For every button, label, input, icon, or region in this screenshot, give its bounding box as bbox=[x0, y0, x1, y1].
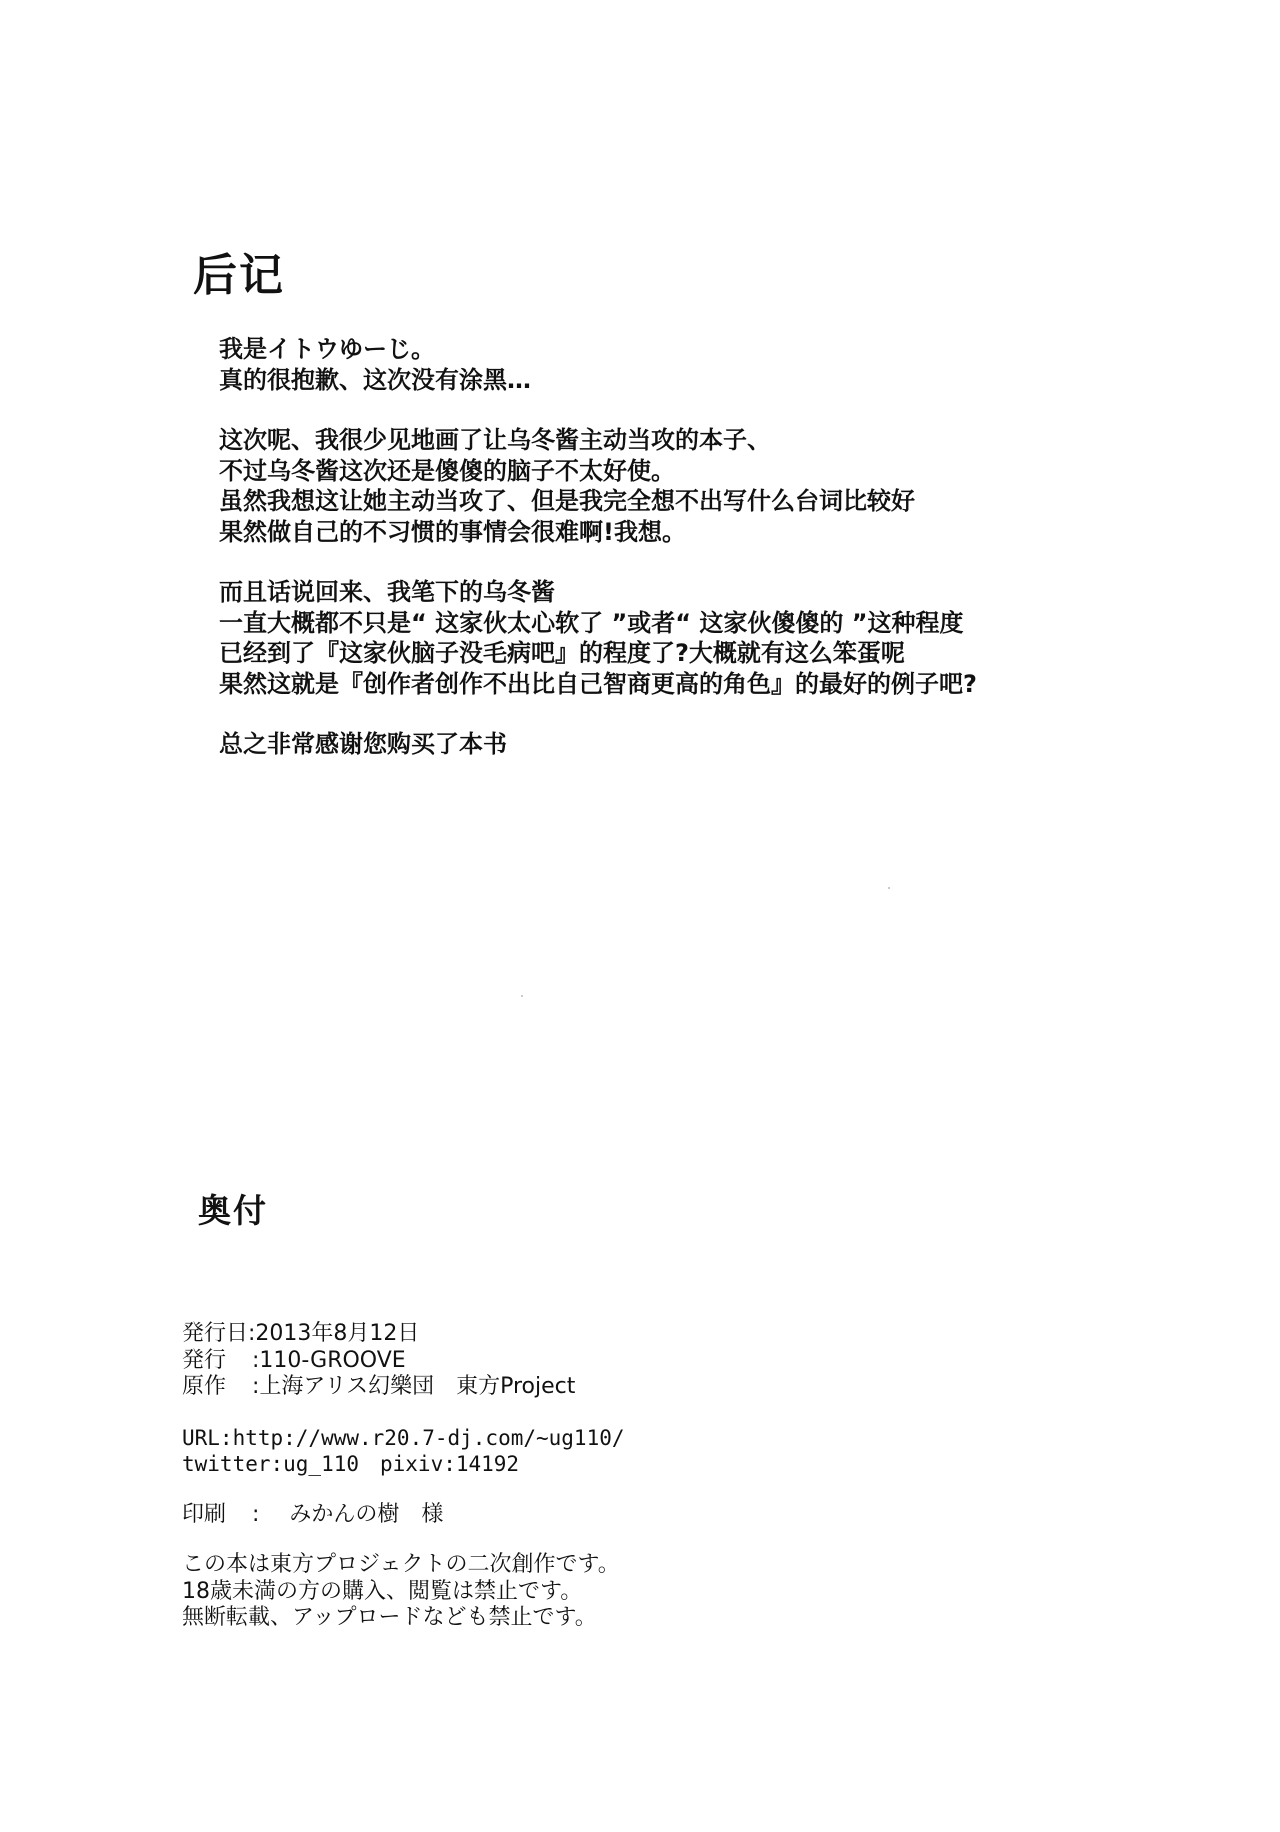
printer-separator: : bbox=[252, 1501, 260, 1527]
colophon-publication-info bbox=[182, 1321, 1182, 1401]
afterword-line: 已经到了『这家伙脑子没毛病吧』的程度了?大概就有这么笨蛋呢 bbox=[219, 639, 905, 667]
colophon-printer bbox=[182, 1502, 1182, 1529]
publisher-row bbox=[182, 1348, 1182, 1375]
afterword-paragraph bbox=[219, 729, 1239, 760]
afterword-line: 真的很抱歉、这次没有涂黑… bbox=[219, 365, 531, 394]
scan-speck bbox=[888, 887, 890, 889]
afterword-line: 我是イトウゆーじ。 bbox=[219, 335, 435, 363]
colophon bbox=[182, 1321, 1182, 1656]
issue-date-row bbox=[182, 1321, 1182, 1348]
afterword-line: 果然这就是『创作者创作不出比自己智商更高的角色』的最好的例子吧? bbox=[219, 669, 977, 698]
scan-speck bbox=[521, 995, 523, 997]
publisher-label: 発行 bbox=[182, 1347, 227, 1373]
printer-row bbox=[182, 1502, 1182, 1529]
afterword-line: 这次呢、我很少见地画了让乌冬酱主动当攻的本子、 bbox=[219, 426, 771, 454]
publisher-value: :110-GROOVE bbox=[252, 1347, 406, 1373]
social-accounts: twitter:ug_110 pixiv:14192 bbox=[182, 1452, 520, 1476]
colophon-title: 奥付 bbox=[198, 1191, 268, 1230]
afterword-paragraph bbox=[219, 425, 1239, 547]
notice-line: この本は東方プロジェクトの二次創作です。 bbox=[182, 1552, 620, 1577]
colophon-notices bbox=[182, 1552, 1182, 1632]
afterword-line: 不过乌冬酱这次还是傻傻的脑子不太好使。 bbox=[219, 456, 675, 485]
printer-value: みかんの樹 様 bbox=[289, 1501, 444, 1527]
afterword-line: 而且话说回来、我笔下的乌冬酱 bbox=[219, 578, 555, 606]
original-work-row bbox=[182, 1374, 1182, 1401]
afterword-line: 虽然我想这让她主动当攻了、但是我完全想不出写什么台词比较好 bbox=[219, 487, 915, 515]
issue-date-label: 発行日 bbox=[182, 1321, 249, 1346]
afterword-title: 后记 bbox=[193, 250, 285, 301]
notice-line: 18歳未満の方の購入、閲覧は禁止です。 bbox=[182, 1578, 583, 1604]
afterword-body bbox=[219, 334, 1239, 790]
printer-label: 印刷 bbox=[182, 1501, 227, 1527]
original-work-label: 原作 bbox=[182, 1374, 227, 1399]
original-work-value: :上海アリス幻樂団 東方Project bbox=[252, 1374, 576, 1399]
website-url: URL:http://www.r20.7-dj.com/~ug110/ bbox=[182, 1425, 625, 1450]
afterword-line: 一直大概都不只是“ 这家伙太心软了 ”或者“ 这家伙傻傻的 ”这种程度 bbox=[219, 608, 964, 637]
afterword-paragraph bbox=[219, 577, 1239, 699]
afterword-line: 果然做自己的不习惯的事情会很难啊!我想。 bbox=[219, 517, 686, 546]
afterword-paragraph bbox=[219, 334, 1239, 395]
colophon-links bbox=[182, 1425, 1182, 1478]
issue-date-value: :2013年8月12日 bbox=[248, 1321, 420, 1346]
notice-line: 無断転載、アップロードなども禁止です。 bbox=[182, 1605, 597, 1630]
afterword-line: 总之非常感谢您购买了本书 bbox=[219, 730, 507, 758]
